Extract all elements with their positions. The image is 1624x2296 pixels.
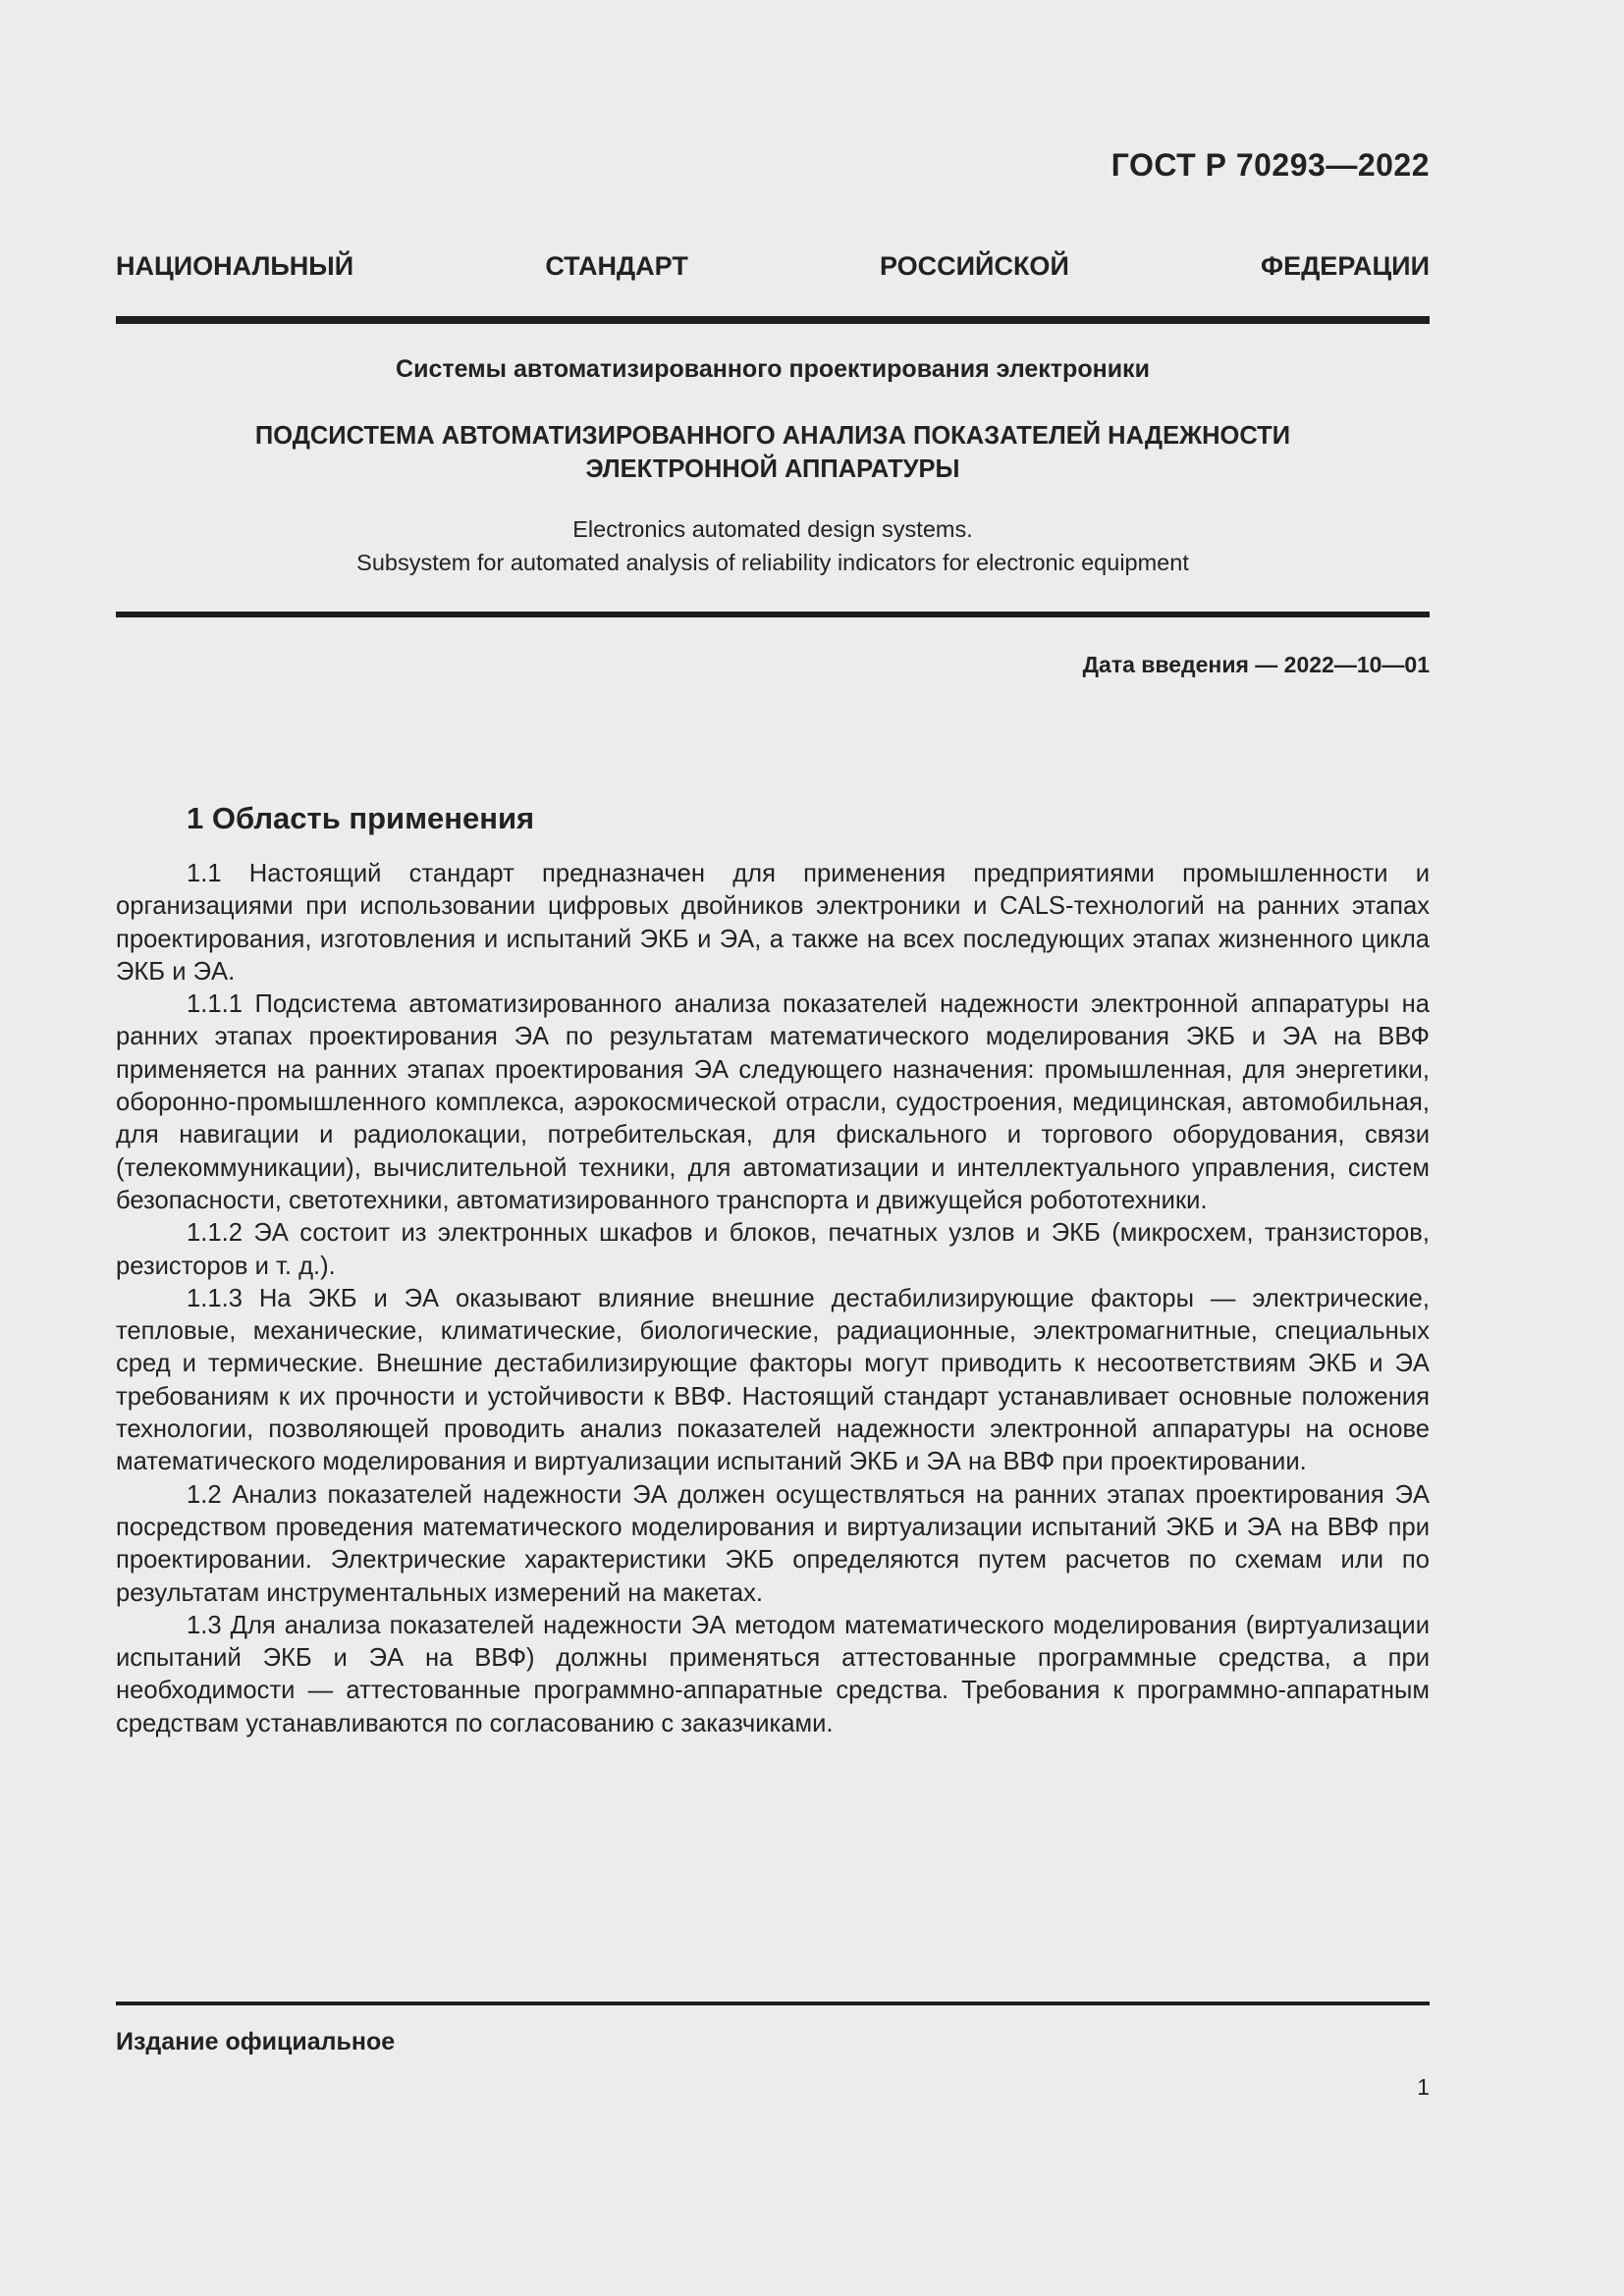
official-edition-label: Издание официальное bbox=[116, 2028, 396, 2056]
paragraph-1-3: 1.3 Для анализа показателей надежности ЭА методом математического моделирования (виртуализации испытаний ЭКБ и ЭА на ВВФ) должны применяться аттестованные программные средства, а при необходимости — аттестованные программно-аппаратные средства. Требования к программно-аппаратным средствам устанавливаются по согласованию с заказчиками. bbox=[116, 1611, 1430, 1737]
paragraph-1-2: 1.2 Анализ показателей надежности ЭА должен осуществляться на ранних этапах проектирования ЭА посредством проведения математического моделирования и виртуализации испытаний ЭКБ и ЭА на ВВФ при проектировании. Электрические характеристики ЭКБ определяются путем расчетов по схемам или по результатам инструментальных измерений на макетах. bbox=[116, 1480, 1430, 1607]
section-heading: 1 Область применения bbox=[187, 801, 535, 835]
header-divider bbox=[116, 316, 1430, 324]
english-title bbox=[116, 512, 1430, 579]
section-body bbox=[116, 858, 1430, 1740]
standard-title-line-2: ЭЛЕКТРОННОЙ АППАРАТУРЫ bbox=[585, 455, 960, 483]
footer-divider bbox=[116, 2002, 1430, 2005]
english-title-line-1: Electronics automated design systems. bbox=[572, 516, 973, 542]
paragraph-1-1-1: 1.1.1 Подсистема автоматизированного анализа показателей надежности электронной аппаратуры на ранних этапах проектирования ЭА по результатам математического моделирования ЭКБ и ЭА на ВВФ применяется на ранних этапах проектирования ЭА следующего назначения: промышленная, для энергетики, оборонно-промышленного комплекса, аэрокосмической отрасли, судостроения, медицинская, автомобильная, для навигации и радиолокации, потребительская, для фискального и торгового оборудования, связи (телекоммуникации), вычислительной техники, для автоматизации и интеллектуального управления, систем безопасности, светотехники, автоматизированного транспорта и движущейся робототехники. bbox=[116, 990, 1430, 1214]
english-title-line-2: Subsystem for automated analysis of reliability indicators for electronic equipment bbox=[356, 550, 1189, 575]
title-divider bbox=[116, 612, 1430, 617]
standard-title-line-1: ПОДСИСТЕМА АВТОМАТИЗИРОВАННОГО АНАЛИЗА ПОКАЗАТЕЛЕЙ НАДЕЖНОСТИ bbox=[254, 422, 1291, 450]
page-number: 1 bbox=[1417, 2074, 1430, 2100]
paragraph-1-1-2: 1.1.2 ЭА состоит из электронных шкафов и блоков, печатных узлов и ЭКБ (микросхем, транзисторов, резисторов и т. д.). bbox=[116, 1219, 1430, 1280]
national-standard-heading: НАЦИОНАЛЬНЫЙ СТАНДАРТ РОССИЙСКОЙ ФЕДЕРАЦИИ bbox=[116, 251, 1430, 281]
document-page bbox=[116, 0, 1430, 2296]
standard-series-title: Системы автоматизированного проектирования электроники bbox=[396, 355, 1150, 383]
introduction-date: Дата введения — 2022—10—01 bbox=[1082, 652, 1430, 677]
standard-title bbox=[116, 419, 1430, 486]
paragraph-1-1: 1.1 Настоящий стандарт предназначен для применения предприятиями промышленности и организациями при использовании цифровых двойников электроники и CALS-технологий на ранних этапах проектирования, изготовления и испытаний ЭКБ и ЭА, а также на всех последующих этапах жизненного цикла ЭКБ и ЭА. bbox=[116, 860, 1430, 986]
paragraph-1-1-3: 1.1.3 На ЭКБ и ЭА оказывают влияние внешние дестабилизирующие факторы — электрические, тепловые, механические, климатические, биологические, радиационные, электромагнитные, специальных сред и термические. Внешние дестабилизирующие факторы могут приводить к несоответствиям ЭКБ и ЭА требованиям к их прочности и устойчивости к ВВФ. Настоящий стандарт устанавливает основные положения технологии, позволяющей проводить анализ показателей надежности электронной аппаратуры на основе математического моделирования и виртуализации испытаний ЭКБ и ЭА на ВВФ при проектировании. bbox=[116, 1284, 1430, 1476]
document-code: ГОСТ Р 70293—2022 bbox=[1110, 147, 1430, 183]
